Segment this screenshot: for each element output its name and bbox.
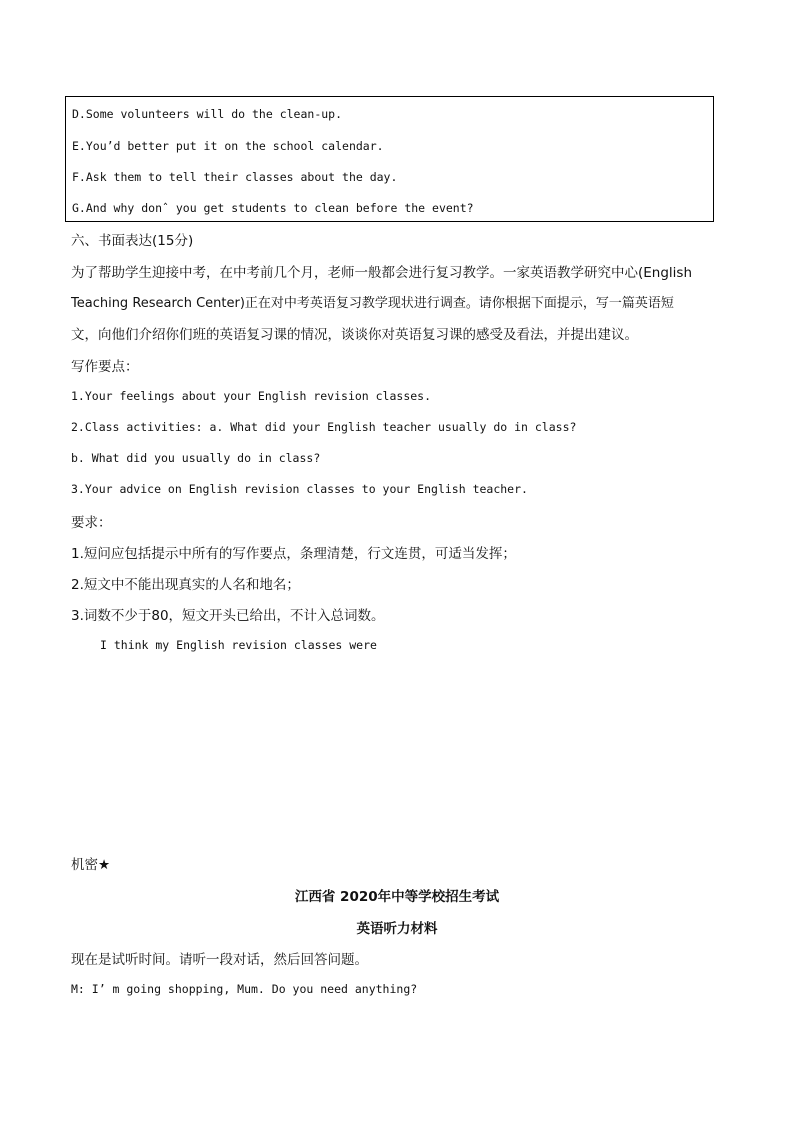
essay-starter: I think my English revision classes were [100,638,377,652]
exam-title: 江西省 2020年中等学校招生考试 [294,889,500,905]
options-box [65,96,714,222]
option-e: E.You’d better put it on the school calendar. [72,139,384,153]
section-heading: 六、书面表达(15分) [71,233,194,249]
option-g: G.And why donˆ you get students to clean before the event? [72,201,474,215]
intro-line-3: 文，向他们介绍你们班的英语复习课的情况，谈谈你对英语复习课的感受及看法，并提出建议。 [71,327,638,343]
points-heading: 写作要点： [71,359,139,375]
intro-line-1: 为了帮助学生迎接中考，在中考前几个月，老师一般都会进行复习教学。一家英语教学研究中心(English [71,265,693,281]
dialogue-line: M: I’ m going shopping, Mum. Do you need anything? [71,982,418,996]
listening-instruction: 现在是试听时间。请听一段对话，然后回答问题。 [71,952,368,968]
requirement-2: 2.短文中不能出现真实的人名和地名； [71,577,300,593]
point-3: 3.Your advice on English revision classes to your English teacher. [71,482,528,496]
exam-subtitle: 英语听力材料 [356,921,438,937]
point-1: 1.Your feelings about your English revision classes. [71,389,432,403]
requirement-1: 1.短问应包括提示中所有的写作要点，条理清楚，行文连贯，可适当发挥； [71,546,516,562]
requirement-3: 3.词数不少于80，短文开头已给出，不计入总词数。 [71,608,385,624]
intro-line-2: Teaching Research Center)正在对中考英语复习教学现状进行调查。请你根据下面提示，写一篇英语短 [71,296,674,311]
point-2: 2.Class activities: a. What did your English teacher usually do in class? [71,420,577,434]
point-2b: b. What did you usually do in class? [71,451,321,465]
requirements-heading: 要求： [71,515,112,531]
option-f: F.Ask them to tell their classes about the day. [72,170,398,184]
confidential-mark: 机密★ [71,857,111,873]
option-d: D.Some volunteers will do the clean-up. [72,107,343,121]
